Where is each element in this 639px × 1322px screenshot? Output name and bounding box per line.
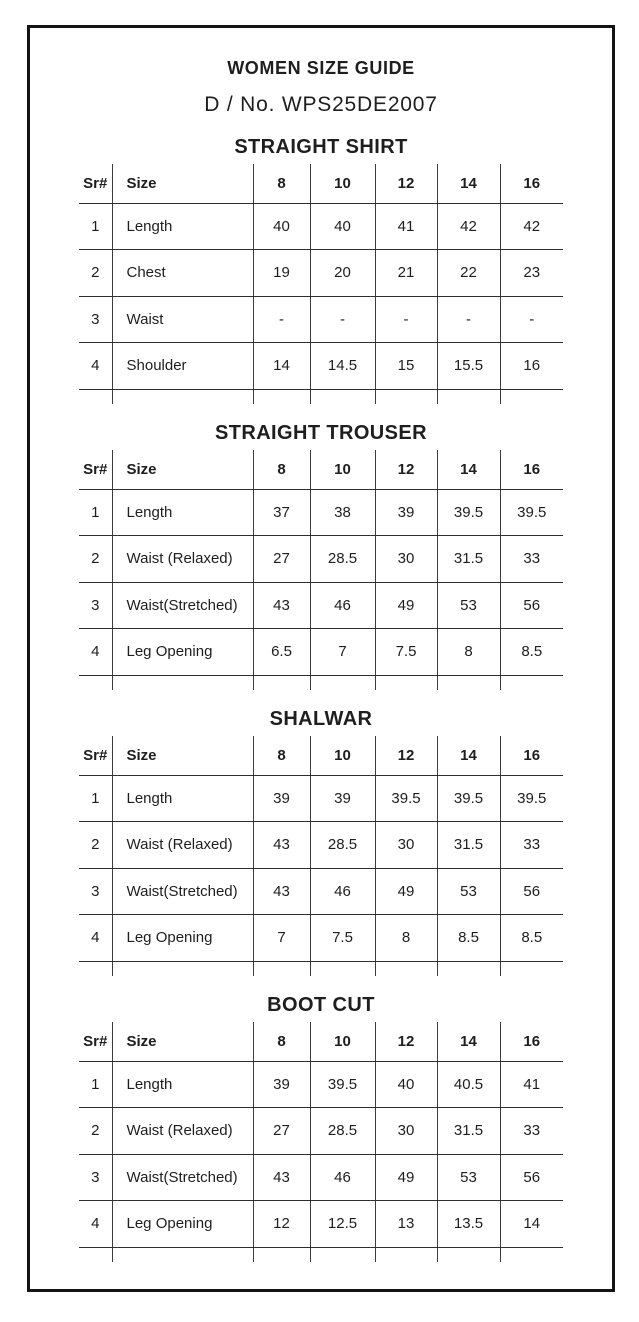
stub-cell	[79, 389, 112, 404]
column-header-8: 8	[253, 164, 310, 203]
measurement-label-cell: Waist (Relaxed)	[112, 536, 253, 583]
size-value-cell: 33	[500, 536, 563, 583]
table-row	[79, 629, 563, 676]
table-row	[79, 915, 563, 962]
size-value-cell: 31.5	[437, 1108, 500, 1155]
measurement-label-cell: Waist(Stretched)	[112, 868, 253, 915]
stub-cell	[253, 1247, 310, 1262]
sr-cell: 1	[79, 1061, 112, 1108]
size-value-cell: 28.5	[310, 536, 375, 583]
column-header-12: 12	[375, 164, 437, 203]
size-value-cell: 7	[310, 629, 375, 676]
column-header-14: 14	[437, 736, 500, 775]
size-value-cell: 43	[253, 582, 310, 629]
stub-cell	[112, 1247, 253, 1262]
stub-cell	[375, 675, 437, 690]
measurement-label-cell: Chest	[112, 250, 253, 297]
table-row	[79, 296, 563, 343]
size-table	[79, 736, 563, 976]
size-value-cell: -	[253, 296, 310, 343]
column-header-10: 10	[310, 1022, 375, 1061]
column-header-sr: Sr#	[79, 164, 112, 203]
size-value-cell: 28.5	[310, 1108, 375, 1155]
table-row	[79, 1061, 563, 1108]
size-value-cell: 40	[253, 203, 310, 250]
size-value-cell: -	[437, 296, 500, 343]
stub-cell	[437, 961, 500, 976]
size-value-cell: 40	[375, 1061, 437, 1108]
size-value-cell: 30	[375, 536, 437, 583]
column-header-size: Size	[112, 164, 253, 203]
size-value-cell: 7	[253, 915, 310, 962]
size-value-cell: 46	[310, 582, 375, 629]
size-value-cell: 56	[500, 1154, 563, 1201]
column-header-8: 8	[253, 736, 310, 775]
stub-cell	[437, 389, 500, 404]
measurement-label-cell: Waist (Relaxed)	[112, 1108, 253, 1155]
stub-cell	[500, 389, 563, 404]
size-table	[79, 164, 563, 404]
stub-row	[79, 961, 563, 976]
size-value-cell: 39.5	[500, 489, 563, 536]
column-header-14: 14	[437, 1022, 500, 1061]
column-header-size: Size	[112, 450, 253, 489]
size-value-cell: -	[375, 296, 437, 343]
page-title: WOMEN SIZE GUIDE	[227, 58, 415, 78]
size-value-cell: 56	[500, 582, 563, 629]
size-value-cell: 40.5	[437, 1061, 500, 1108]
size-value-cell: 14	[500, 1201, 563, 1248]
table-row	[79, 868, 563, 915]
stub-cell	[310, 389, 375, 404]
sr-cell: 3	[79, 296, 112, 343]
size-value-cell: 19	[253, 250, 310, 297]
sr-cell: 2	[79, 1108, 112, 1155]
stub-cell	[375, 389, 437, 404]
size-value-cell: 6.5	[253, 629, 310, 676]
size-table-section-straight-trouser	[30, 422, 612, 690]
column-header-8: 8	[253, 1022, 310, 1061]
table-row	[79, 775, 563, 822]
size-value-cell: 39.5	[375, 775, 437, 822]
size-value-cell: 39	[375, 489, 437, 536]
size-value-cell: 30	[375, 1108, 437, 1155]
table-row	[79, 582, 563, 629]
size-value-cell: 20	[310, 250, 375, 297]
measurement-label-cell: Leg Opening	[112, 1201, 253, 1248]
size-table-section-straight-shirt	[30, 136, 612, 404]
measurement-label-cell: Leg Opening	[112, 629, 253, 676]
size-value-cell: 39	[310, 775, 375, 822]
sr-cell: 1	[79, 489, 112, 536]
column-header-sr: Sr#	[79, 1022, 112, 1061]
sr-cell: 2	[79, 250, 112, 297]
size-value-cell: 14	[253, 343, 310, 390]
stub-cell	[437, 1247, 500, 1262]
size-value-cell: 12	[253, 1201, 310, 1248]
size-value-cell: 53	[437, 582, 500, 629]
sr-cell: 3	[79, 582, 112, 629]
size-value-cell: 12.5	[310, 1201, 375, 1248]
table-title: STRAIGHT TROUSER	[215, 422, 427, 444]
table-title: STRAIGHT SHIRT	[234, 136, 408, 158]
column-header-12: 12	[375, 736, 437, 775]
size-value-cell: 31.5	[437, 822, 500, 869]
size-value-cell: 53	[437, 868, 500, 915]
stub-cell	[253, 389, 310, 404]
column-header-sr: Sr#	[79, 450, 112, 489]
column-header-10: 10	[310, 450, 375, 489]
table-title: SHALWAR	[269, 708, 373, 730]
size-value-cell: 39.5	[437, 489, 500, 536]
table-row	[79, 1201, 563, 1248]
sr-cell: 3	[79, 868, 112, 915]
header-row	[79, 736, 563, 775]
size-value-cell: 13.5	[437, 1201, 500, 1248]
stub-row	[79, 389, 563, 404]
size-value-cell: 39	[253, 775, 310, 822]
stub-cell	[79, 961, 112, 976]
sr-cell: 4	[79, 343, 112, 390]
sr-cell: 2	[79, 536, 112, 583]
stub-cell	[112, 389, 253, 404]
size-value-cell: 43	[253, 822, 310, 869]
column-header-size: Size	[112, 1022, 253, 1061]
stub-cell	[253, 675, 310, 690]
size-value-cell: 42	[500, 203, 563, 250]
table-row	[79, 489, 563, 536]
column-header-12: 12	[375, 450, 437, 489]
stub-cell	[310, 675, 375, 690]
measurement-label-cell: Length	[112, 775, 253, 822]
size-table-section-boot-cut	[30, 994, 612, 1262]
measurement-label-cell: Length	[112, 203, 253, 250]
size-value-cell: 39.5	[310, 1061, 375, 1108]
measurement-label-cell: Waist (Relaxed)	[112, 822, 253, 869]
stub-cell	[500, 675, 563, 690]
stub-cell	[112, 961, 253, 976]
stub-row	[79, 675, 563, 690]
size-value-cell: 21	[375, 250, 437, 297]
size-value-cell: 40	[310, 203, 375, 250]
size-value-cell: 14.5	[310, 343, 375, 390]
table-row	[79, 1108, 563, 1155]
size-value-cell: 30	[375, 822, 437, 869]
stub-cell	[375, 961, 437, 976]
size-value-cell: 39	[253, 1061, 310, 1108]
measurement-label-cell: Waist(Stretched)	[112, 1154, 253, 1201]
table-title: BOOT CUT	[267, 994, 375, 1016]
column-header-10: 10	[310, 164, 375, 203]
sr-cell: 4	[79, 915, 112, 962]
stub-cell	[500, 1247, 563, 1262]
size-value-cell: 41	[375, 203, 437, 250]
size-value-cell: 46	[310, 868, 375, 915]
size-value-cell: 39.5	[437, 775, 500, 822]
sr-cell: 3	[79, 1154, 112, 1201]
table-row	[79, 1154, 563, 1201]
size-value-cell: 43	[253, 1154, 310, 1201]
size-value-cell: 8.5	[437, 915, 500, 962]
size-value-cell: 41	[500, 1061, 563, 1108]
size-value-cell: 42	[437, 203, 500, 250]
size-table	[79, 1022, 563, 1262]
size-value-cell: 49	[375, 1154, 437, 1201]
size-value-cell: 39.5	[500, 775, 563, 822]
stub-cell	[437, 675, 500, 690]
sr-cell: 4	[79, 1201, 112, 1248]
header-row	[79, 164, 563, 203]
table-row	[79, 536, 563, 583]
table-row	[79, 250, 563, 297]
stub-cell	[310, 961, 375, 976]
size-value-cell: -	[310, 296, 375, 343]
column-header-12: 12	[375, 1022, 437, 1061]
size-value-cell: 43	[253, 868, 310, 915]
size-value-cell: 8.5	[500, 629, 563, 676]
design-number: D / No. WPS25DE2007	[204, 93, 438, 116]
size-value-cell: 16	[500, 343, 563, 390]
size-value-cell: 53	[437, 1154, 500, 1201]
size-value-cell: 46	[310, 1154, 375, 1201]
size-value-cell: 27	[253, 1108, 310, 1155]
size-value-cell: 49	[375, 868, 437, 915]
size-value-cell: 7.5	[310, 915, 375, 962]
table-row	[79, 822, 563, 869]
stub-row	[79, 1247, 563, 1262]
stub-cell	[112, 675, 253, 690]
measurement-label-cell: Waist	[112, 296, 253, 343]
column-header-size: Size	[112, 736, 253, 775]
size-value-cell: 15.5	[437, 343, 500, 390]
size-value-cell: 15	[375, 343, 437, 390]
sr-cell: 4	[79, 629, 112, 676]
size-value-cell: 33	[500, 1108, 563, 1155]
size-value-cell: 38	[310, 489, 375, 536]
size-value-cell: -	[500, 296, 563, 343]
measurement-label-cell: Shoulder	[112, 343, 253, 390]
stub-cell	[79, 675, 112, 690]
measurement-label-cell: Length	[112, 489, 253, 536]
header-row	[79, 450, 563, 489]
column-header-14: 14	[437, 450, 500, 489]
stub-cell	[500, 961, 563, 976]
column-header-14: 14	[437, 164, 500, 203]
size-value-cell: 8	[437, 629, 500, 676]
measurement-label-cell: Waist(Stretched)	[112, 582, 253, 629]
size-value-cell: 33	[500, 822, 563, 869]
size-value-cell: 23	[500, 250, 563, 297]
measurement-label-cell: Leg Opening	[112, 915, 253, 962]
size-guide-card	[27, 25, 615, 1292]
size-value-cell: 37	[253, 489, 310, 536]
column-header-16: 16	[500, 450, 563, 489]
sr-cell: 1	[79, 203, 112, 250]
size-value-cell: 22	[437, 250, 500, 297]
table-row	[79, 343, 563, 390]
stub-cell	[79, 1247, 112, 1262]
measurement-label-cell: Length	[112, 1061, 253, 1108]
column-header-16: 16	[500, 1022, 563, 1061]
size-value-cell: 27	[253, 536, 310, 583]
size-table	[79, 450, 563, 690]
sr-cell: 2	[79, 822, 112, 869]
stub-cell	[310, 1247, 375, 1262]
sr-cell: 1	[79, 775, 112, 822]
stub-cell	[253, 961, 310, 976]
size-value-cell: 13	[375, 1201, 437, 1248]
size-value-cell: 28.5	[310, 822, 375, 869]
size-value-cell: 56	[500, 868, 563, 915]
header-row	[79, 1022, 563, 1061]
size-value-cell: 31.5	[437, 536, 500, 583]
column-header-sr: Sr#	[79, 736, 112, 775]
size-value-cell: 8.5	[500, 915, 563, 962]
column-header-16: 16	[500, 736, 563, 775]
size-value-cell: 8	[375, 915, 437, 962]
stub-cell	[375, 1247, 437, 1262]
column-header-10: 10	[310, 736, 375, 775]
table-row	[79, 203, 563, 250]
column-header-8: 8	[253, 450, 310, 489]
size-value-cell: 7.5	[375, 629, 437, 676]
column-header-16: 16	[500, 164, 563, 203]
size-value-cell: 49	[375, 582, 437, 629]
tables-container	[30, 136, 612, 1262]
size-table-section-shalwar	[30, 708, 612, 976]
